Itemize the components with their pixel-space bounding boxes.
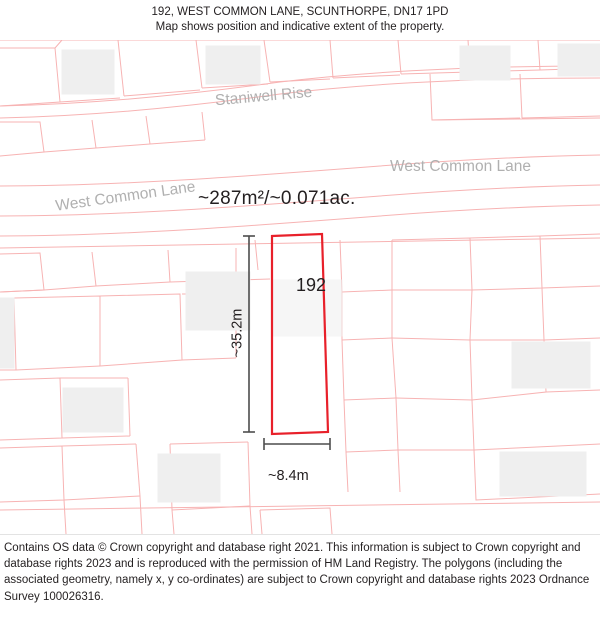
- map-canvas[interactable]: [0, 40, 600, 534]
- street-label-staniwell-rise: Staniwell Rise: [214, 83, 313, 110]
- copyright-footer: [0, 534, 600, 625]
- street-label-west-common-lane-left: West Common Lane: [54, 178, 197, 215]
- page-header: [0, 0, 600, 40]
- dimension-vertical-label: ~35.2m: [229, 308, 246, 358]
- page-subtitle: Map shows position and indicative extent of the property.: [155, 21, 445, 33]
- plot-number-label: 192: [296, 275, 327, 295]
- dimension-lines: [243, 236, 330, 450]
- plot-area-label: ~287m²/~0.071ac.: [198, 188, 356, 209]
- street-label-west-common-lane-right: West Common Lane: [390, 158, 531, 175]
- dimension-horizontal-label: ~8.4m: [268, 468, 309, 484]
- page-title: 192, WEST COMMON LANE, SCUNTHORPE, DN17 1PD: [151, 6, 449, 18]
- copyright-text: Contains OS data © Crown copyright and database right 2021. This information is subject to Crown copyright and database rights 2023 and is reproduced with the permission of HM Land Registry. The polygons (including the associated geometry, namely x, y co-ordinates) are subject to Crown copyright and database rights 2023 Ordnance Survey 100026316.: [4, 542, 590, 603]
